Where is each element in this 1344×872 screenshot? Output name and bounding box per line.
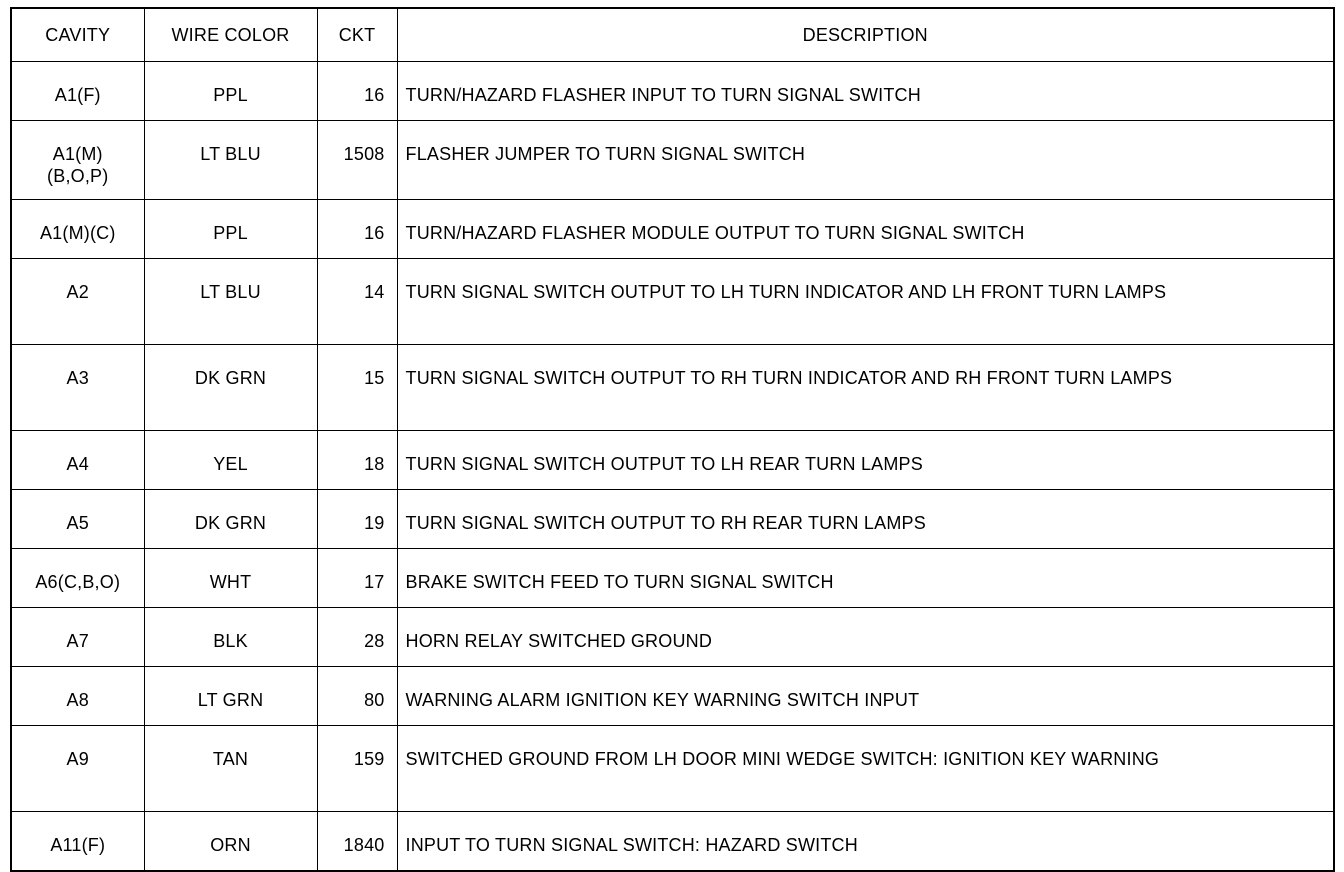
cell-wire-color: ORN (144, 812, 317, 872)
cell-cavity (11, 549, 144, 608)
header-cavity: CAVITY (11, 8, 144, 62)
table-row (11, 549, 1334, 608)
cell-wire-color: YEL (144, 431, 317, 490)
cell-cavity (11, 431, 144, 490)
table-row (11, 259, 1334, 345)
cavity-label: A3 (66, 368, 89, 388)
cell-cavity (11, 667, 144, 726)
cell-wire-color: LT BLU (144, 121, 317, 200)
cell-ckt: 16 (317, 62, 397, 121)
cell-cavity (11, 345, 144, 431)
cell-wire-color: DK GRN (144, 345, 317, 431)
table-row (11, 608, 1334, 667)
table-row (11, 62, 1334, 121)
cavity-label: A11(F) (50, 835, 106, 855)
cell-description: SWITCHED GROUND FROM LH DOOR MINI WEDGE SWITCH: IGNITION KEY WARNING (397, 726, 1334, 812)
table-row (11, 200, 1334, 259)
header-wire-color: WIRE COLOR (144, 8, 317, 62)
cell-ckt: 1840 (317, 812, 397, 872)
cell-ckt: 80 (317, 667, 397, 726)
cell-description: TURN SIGNAL SWITCH OUTPUT TO RH TURN INDICATOR AND RH FRONT TURN LAMPS (397, 345, 1334, 431)
cavity-label: A7 (66, 631, 89, 651)
cavity-label: A2 (66, 282, 89, 302)
cavity-label: A4 (66, 454, 89, 474)
table-row (11, 726, 1334, 812)
cell-description: HORN RELAY SWITCHED GROUND (397, 608, 1334, 667)
header-description: DESCRIPTION (397, 8, 1334, 62)
cell-description: TURN/HAZARD FLASHER INPUT TO TURN SIGNAL SWITCH (397, 62, 1334, 121)
table-row (11, 345, 1334, 431)
table-row (11, 431, 1334, 490)
cavity-label: A1(M) (52, 144, 103, 164)
table-row (11, 667, 1334, 726)
cavity-label: A9 (66, 749, 89, 769)
cavity-label: A1(M)(C) (39, 223, 116, 243)
cell-wire-color: PPL (144, 200, 317, 259)
cell-cavity (11, 812, 144, 872)
cell-cavity (11, 490, 144, 549)
cell-cavity (11, 608, 144, 667)
cell-description: WARNING ALARM IGNITION KEY WARNING SWITCH INPUT (397, 667, 1334, 726)
cell-wire-color: DK GRN (144, 490, 317, 549)
cell-ckt: 28 (317, 608, 397, 667)
cell-description: BRAKE SWITCH FEED TO TURN SIGNAL SWITCH (397, 549, 1334, 608)
cell-wire-color: PPL (144, 62, 317, 121)
cell-ckt: 14 (317, 259, 397, 345)
cell-wire-color: WHT (144, 549, 317, 608)
cavity-label: A5 (66, 513, 89, 533)
cavity-label: A1(F) (54, 85, 101, 105)
cell-wire-color: LT GRN (144, 667, 317, 726)
cell-description: TURN/HAZARD FLASHER MODULE OUTPUT TO TURN SIGNAL SWITCH (397, 200, 1334, 259)
cell-wire-color: TAN (144, 726, 317, 812)
header-ckt: CKT (317, 8, 397, 62)
connector-pinout-table (10, 7, 1335, 872)
cell-ckt: 19 (317, 490, 397, 549)
cell-cavity (11, 259, 144, 345)
cell-cavity (11, 726, 144, 812)
header-row (11, 8, 1334, 62)
cavity-variant: (B,O,P) (47, 166, 109, 186)
cell-description: TURN SIGNAL SWITCH OUTPUT TO RH REAR TURN LAMPS (397, 490, 1334, 549)
cell-description: TURN SIGNAL SWITCH OUTPUT TO LH REAR TURN LAMPS (397, 431, 1334, 490)
cell-wire-color: LT BLU (144, 259, 317, 345)
cavity-label: A6(C,B,O) (35, 572, 121, 592)
cell-cavity (11, 62, 144, 121)
cell-ckt: 15 (317, 345, 397, 431)
cell-ckt: 159 (317, 726, 397, 812)
cell-ckt: 1508 (317, 121, 397, 200)
cell-ckt: 17 (317, 549, 397, 608)
cell-description: TURN SIGNAL SWITCH OUTPUT TO LH TURN INDICATOR AND LH FRONT TURN LAMPS (397, 259, 1334, 345)
cell-cavity (11, 200, 144, 259)
cell-description: FLASHER JUMPER TO TURN SIGNAL SWITCH (397, 121, 1334, 200)
table-row (11, 812, 1334, 872)
cell-wire-color: BLK (144, 608, 317, 667)
cell-ckt: 18 (317, 431, 397, 490)
cell-description: INPUT TO TURN SIGNAL SWITCH: HAZARD SWITCH (397, 812, 1334, 872)
table-row (11, 121, 1334, 200)
table-row (11, 490, 1334, 549)
cell-cavity (11, 121, 144, 200)
cavity-label: A8 (66, 690, 89, 710)
cell-ckt: 16 (317, 200, 397, 259)
